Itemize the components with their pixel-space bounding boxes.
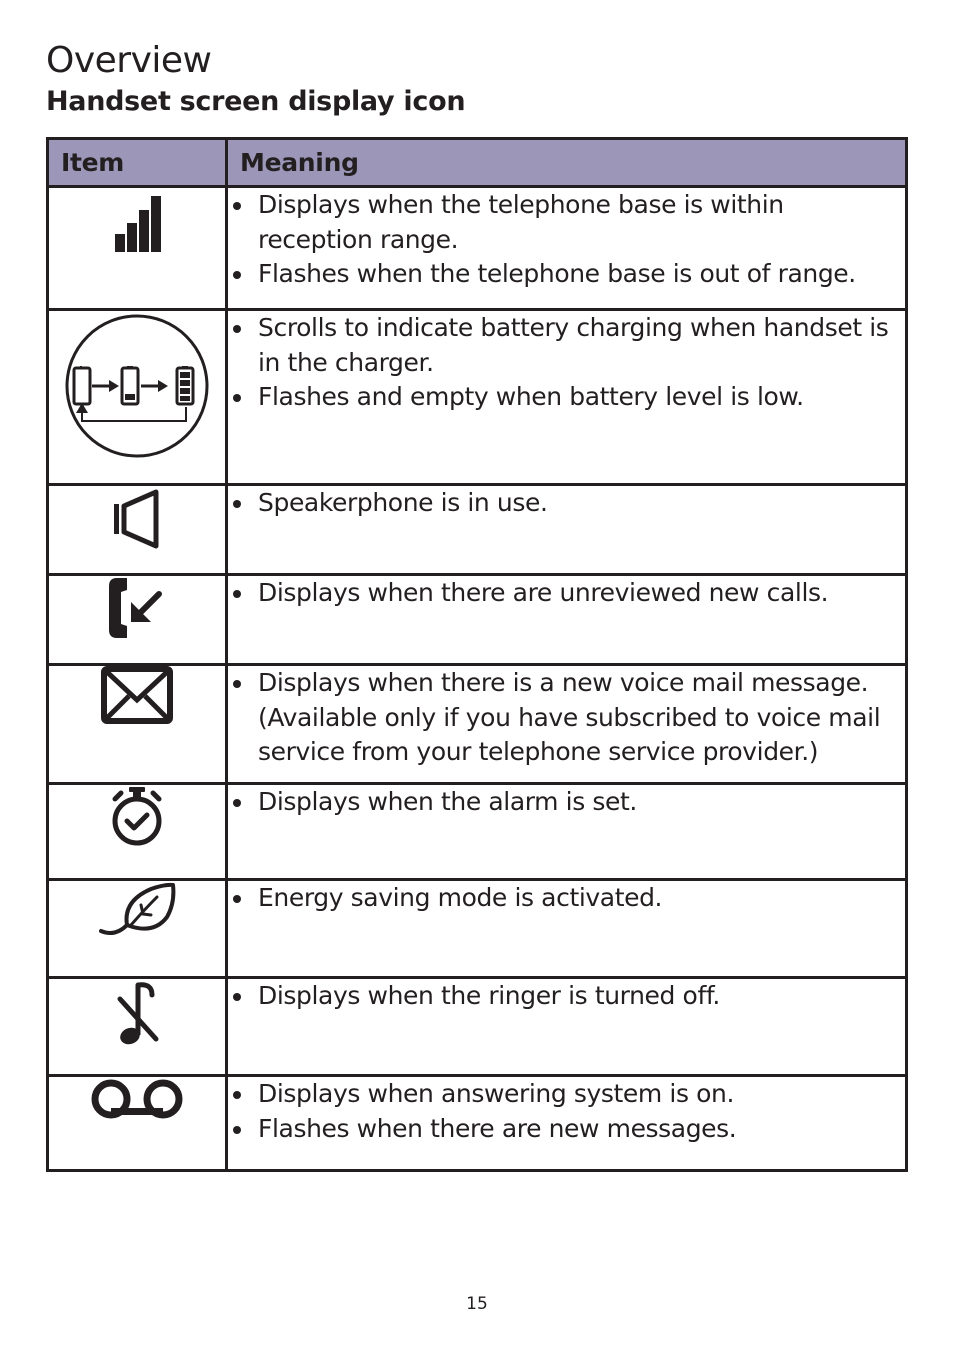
table-row (48, 485, 907, 575)
icon-cell (48, 665, 227, 784)
icon-cell (48, 575, 227, 665)
icon-cell (48, 485, 227, 575)
table-row (48, 187, 907, 310)
meaning-cell (227, 310, 907, 485)
meaning-text: Flashes when there are new messages. (228, 1112, 905, 1147)
signal-strength-icon (107, 188, 167, 258)
meaning-text: Flashes when the telephone base is out of range. (228, 257, 905, 292)
meaning-text: Scrolls to indicate battery charging when handset is in the charger. (228, 311, 905, 380)
battery-charging-icon (57, 311, 217, 461)
eco-leaf-icon (97, 881, 177, 937)
icon-table (46, 137, 908, 1172)
meaning-text: Flashes and empty when battery level is low. (228, 380, 905, 415)
icon-cell (48, 1076, 227, 1171)
table-row (48, 310, 907, 485)
header-meaning: Meaning (227, 139, 907, 187)
meaning-cell (227, 665, 907, 784)
icon-cell (48, 187, 227, 310)
icon-cell (48, 978, 227, 1076)
icon-cell (48, 880, 227, 978)
icon-cell (48, 310, 227, 485)
missed-call-icon (107, 576, 167, 640)
page-number: 15 (466, 1294, 488, 1314)
meaning-text: Energy saving mode is activated. (228, 881, 905, 916)
table-row (48, 978, 907, 1076)
meaning-text: Speakerphone is in use. (228, 486, 905, 521)
alarm-clock-icon (109, 785, 165, 849)
meaning-text: Displays when the telephone base is within reception range. (228, 188, 905, 257)
table-row (48, 665, 907, 784)
table-row (48, 880, 907, 978)
section-subtitle: Handset screen display icon (46, 86, 466, 117)
meaning-cell (227, 485, 907, 575)
meaning-cell (227, 1076, 907, 1171)
ringer-off-icon (112, 979, 162, 1049)
table-row (48, 1076, 907, 1171)
table-row (48, 784, 907, 880)
answering-system-icon (89, 1077, 185, 1121)
meaning-text: Displays when there are unreviewed new calls. (228, 576, 905, 611)
header-item: Item (48, 139, 227, 187)
speakerphone-icon (112, 486, 162, 552)
icon-cell (48, 784, 227, 880)
meaning-cell (227, 880, 907, 978)
meaning-text: Displays when the alarm is set. (228, 785, 905, 820)
meaning-cell (227, 978, 907, 1076)
meaning-text: Displays when answering system is on. (228, 1077, 905, 1112)
meaning-text: Displays when there is a new voice mail message. (Available only if you have subscribed to voice mail service from your telephone service provider.) (228, 666, 905, 770)
meaning-cell (227, 187, 907, 310)
voice-mail-envelope-icon (101, 666, 173, 724)
table-header-row (48, 139, 907, 187)
table-row (48, 575, 907, 665)
meaning-cell (227, 575, 907, 665)
page-title: Overview (46, 40, 212, 81)
meaning-text: Displays when the ringer is turned off. (228, 979, 905, 1014)
meaning-cell (227, 784, 907, 880)
